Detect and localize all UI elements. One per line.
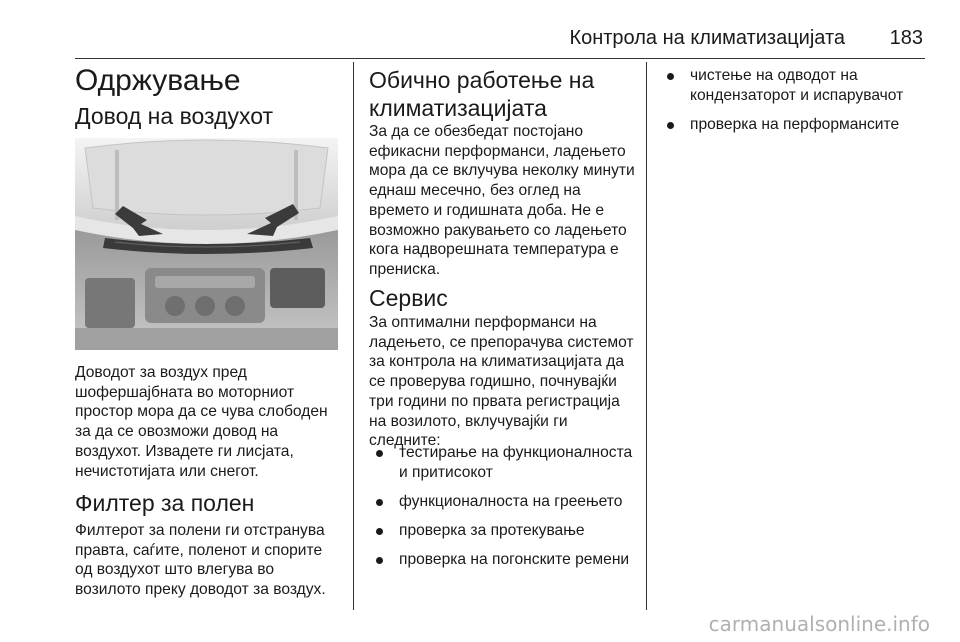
list-item: проверка за протекување bbox=[369, 521, 637, 541]
list-item: чистење на одводот на кондензаторот и испарувачот bbox=[660, 66, 928, 105]
column-divider bbox=[353, 62, 354, 610]
chapter-title: Одржување bbox=[75, 64, 241, 97]
section-heading-normal-operation: Обично работење на климатизацијата bbox=[369, 67, 595, 121]
running-title: Контрола на климатизацијата bbox=[569, 27, 845, 49]
list-item: проверка на погонските ремени bbox=[369, 550, 637, 570]
page-header bbox=[75, 0, 925, 59]
bullet-icon bbox=[667, 73, 674, 80]
list-item: тестирање на функционалноста и притисокот bbox=[369, 443, 637, 482]
section-heading-service: Сервис bbox=[369, 285, 448, 311]
watermark: carmanualsonline.info bbox=[708, 612, 930, 636]
bullet-icon bbox=[667, 122, 674, 129]
service-checklist bbox=[369, 443, 637, 580]
service-checklist-continued bbox=[660, 66, 928, 144]
bullet-icon bbox=[376, 528, 383, 535]
bullet-icon bbox=[376, 557, 383, 564]
service-paragraph: За оптимални перформанси на ладењето, се препорачува системот за контрола на климатизацијата да се проверува годишно, почнувајќи три години по првата регистрација на возилото, вклучувајќи ги следните: bbox=[369, 314, 634, 450]
list-item: функционалноста на греењето bbox=[369, 492, 637, 512]
normal-operation-paragraph: За да се обезбедат постојано ефикасни перформанси, ладењето мора да се вклучува неколку минути еднаш месечно, без оглед на времето и годишната доба. Не е возможно ракувањето со ладењето кога надворешната температура е прениска. bbox=[369, 123, 635, 278]
engine-bay-illustration bbox=[75, 138, 338, 350]
bullet-icon bbox=[376, 450, 383, 457]
list-item: проверка на перформансите bbox=[660, 115, 928, 135]
pollen-filter-paragraph: Филтерот за полени ги отстранува правта, саѓите, поленот и спорите од воздухот што влегува во возилото преку доводот за воздух. bbox=[75, 522, 326, 599]
page-number: 183 bbox=[889, 27, 923, 49]
section-heading-air-intake: Довод на воздухот bbox=[75, 103, 274, 129]
air-intake-paragraph: Доводот за воздух пред шофершајбната во моторниот простор мора да се чува слободен за да се овозможи довод на воздухот. Извадете ги лисјата, нечистотијата или снегот. bbox=[75, 364, 328, 480]
bullet-icon bbox=[376, 499, 383, 506]
engine-bay-photo bbox=[75, 138, 338, 350]
column-divider bbox=[646, 62, 647, 610]
section-heading-pollen-filter: Филтер за полен bbox=[75, 490, 255, 516]
